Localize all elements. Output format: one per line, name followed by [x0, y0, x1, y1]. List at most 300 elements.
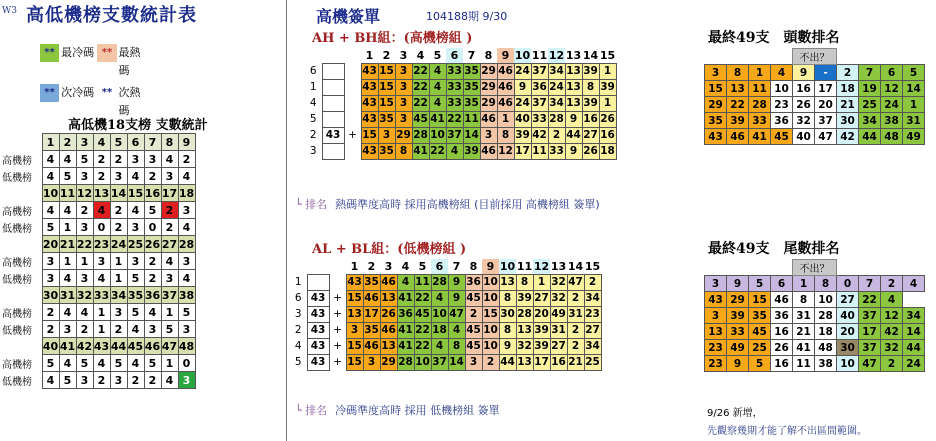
- grid-cell: 36: [466, 276, 481, 288]
- stats-cell: 4: [144, 304, 161, 321]
- row-box: 43: [307, 290, 329, 306]
- grid-col-header: 10: [499, 259, 516, 273]
- grid-col-header: 11: [516, 259, 533, 273]
- ah-label: AH + BH組：(高機榜組 ): [312, 31, 473, 46]
- grid-cell: 29: [381, 356, 396, 368]
- stats-cell: 2: [93, 372, 110, 389]
- grid-cell: 46: [481, 113, 496, 125]
- rank-cell: 29: [705, 97, 727, 113]
- stats-header-cell: 34: [110, 288, 127, 302]
- stats-blank: [2, 134, 42, 151]
- rank-cell: 10: [815, 292, 837, 308]
- rank-head-cell: 7: [859, 276, 881, 292]
- grid-cell: 10: [483, 340, 498, 352]
- stats-cell: 4: [127, 168, 144, 185]
- grid-cell: 44: [566, 129, 581, 141]
- stats-header-cell: 42: [76, 339, 93, 353]
- grid-cell: 42: [532, 129, 547, 141]
- rank-cell: 16: [793, 81, 815, 97]
- grid-cell: 8: [395, 143, 412, 159]
- legend-subcold-swatch: **: [40, 84, 59, 102]
- grid-cell: 8: [582, 79, 599, 95]
- rank-head-cell: 5: [903, 65, 925, 81]
- stats-cell: 3: [144, 151, 161, 168]
- row-plus: [344, 111, 361, 127]
- grid-cell: 43: [362, 97, 377, 109]
- stats-cell: 3: [178, 372, 195, 389]
- grid-cell: 37: [447, 129, 462, 141]
- rank-cell: 36: [771, 308, 793, 324]
- rank-cell: 24: [903, 356, 925, 372]
- stats-cell: 3: [76, 372, 93, 389]
- rank-cell: 37: [859, 308, 881, 324]
- row-plus: [344, 63, 361, 79]
- grid-cell: 32: [551, 292, 566, 304]
- grid-cell: 33: [447, 97, 462, 109]
- stats-header-cell: 28: [178, 237, 195, 251]
- grid-cell: 46: [381, 276, 396, 288]
- grid-cell: 26: [600, 113, 615, 125]
- grid-col-header: 2: [382, 48, 391, 62]
- grid-cell: 35: [364, 276, 379, 288]
- stats-cell: 4: [161, 151, 178, 168]
- stats-header-cell: 43: [93, 339, 110, 353]
- ah-note: └ 排名 熱碼準度高時 採用高機榜組 (目前採用 高機榜組 簽單): [295, 198, 600, 211]
- rank-cell: 18: [815, 324, 837, 340]
- stats-row-label: 低機榜: [2, 223, 32, 235]
- grid-cell: 39: [534, 324, 549, 336]
- rank-cell: 35: [705, 113, 727, 129]
- grid-cell: 26: [583, 145, 598, 157]
- rank-cell: 20: [837, 324, 859, 340]
- stats-cell: 5: [59, 168, 76, 185]
- grid-cell: 9: [565, 143, 582, 159]
- stats-cell: 5: [161, 321, 178, 338]
- stats-cell: 5: [110, 355, 127, 372]
- rank-head-cell: 5: [749, 276, 771, 292]
- grid-cell: 41: [398, 324, 413, 336]
- grid-cell: 33: [549, 145, 564, 157]
- rank-head-cell: 3: [705, 276, 727, 292]
- stats-cell: 3: [42, 253, 59, 270]
- footnote-1: 9/26 新增，: [707, 408, 763, 419]
- divider: [286, 0, 287, 441]
- stats-cell: 4: [42, 372, 59, 389]
- grid-cell: 10: [483, 292, 498, 304]
- rank-head-cell: 0: [837, 276, 859, 292]
- rank-cell: 15: [749, 292, 771, 308]
- grid-cell: 33: [532, 113, 547, 125]
- stats-cell: 3: [110, 304, 127, 321]
- rank-cell: 14: [903, 324, 925, 340]
- stats-cell: 3: [93, 253, 110, 270]
- chu-spacer: [705, 49, 727, 65]
- grid-cell: 17: [515, 145, 530, 157]
- row-lead: 2: [309, 129, 317, 141]
- stats-cell: 5: [76, 151, 93, 168]
- rank-cell: 34: [903, 308, 925, 324]
- rank-cell: 19: [859, 81, 881, 97]
- grid-cell: 3: [363, 354, 380, 370]
- stats-blank: [2, 185, 42, 202]
- rank-cell: 20: [815, 97, 837, 113]
- rank-cell: 30: [837, 340, 859, 356]
- grid-cell: 10: [483, 276, 498, 288]
- grid-cell: 4: [429, 79, 446, 95]
- grid-cell: 28: [413, 129, 428, 141]
- stats-cell: 5: [59, 372, 76, 389]
- rank-head-cell: 1: [749, 65, 771, 81]
- stats-cell: 4: [127, 202, 144, 219]
- grid-cell: 18: [600, 145, 615, 157]
- row-lead: 5: [294, 356, 302, 368]
- rank-cell: 16: [771, 356, 793, 372]
- rank-cell: 43: [705, 129, 727, 145]
- rank-cell: 3: [705, 308, 727, 324]
- grid-cell: 2: [482, 354, 499, 370]
- rank-cell: 9: [727, 356, 749, 372]
- legend: [40, 44, 150, 120]
- rank-cell: 47: [859, 356, 881, 372]
- grid-cell: 12: [498, 145, 513, 157]
- stats-header-cell: 45: [127, 339, 144, 353]
- grid-col-header: 2: [367, 259, 376, 273]
- grid-cell: 35: [464, 81, 479, 93]
- grid-cell: 24: [515, 97, 530, 109]
- stats-header-cell: 9: [178, 134, 195, 151]
- rank-cell: 29: [727, 292, 749, 308]
- row-plus: +: [333, 292, 342, 304]
- rank-cell: 12: [881, 308, 903, 324]
- grid-cell: 22: [413, 65, 428, 77]
- stats-header-cell: 38: [178, 288, 195, 302]
- grid-col-header: 1: [365, 48, 374, 62]
- grid-cell: 3: [378, 127, 395, 143]
- stats-cell: 1: [161, 304, 178, 321]
- stats-header-cell: 6: [127, 134, 144, 151]
- al-note: └ 排名 冷碼準度高時 採用 低機榜組 簽單: [295, 404, 500, 417]
- chu-spacer: [705, 260, 727, 276]
- grid-cell: 28: [517, 308, 532, 320]
- rank-cell: 12: [881, 81, 903, 97]
- legend-subhot-swatch: **: [97, 84, 116, 102]
- row-box: 43: [307, 306, 329, 322]
- tail-rank-table: [704, 259, 925, 372]
- rank-cell: 41: [793, 340, 815, 356]
- rank-cell: 15: [705, 81, 727, 97]
- grid-cell: 20: [534, 308, 549, 320]
- stats-cell: 4: [178, 270, 195, 287]
- row-lead: 1: [309, 81, 317, 93]
- row-box: [322, 95, 344, 111]
- grid-cell: 2: [567, 338, 584, 354]
- stats-header-cell: 18: [178, 186, 195, 200]
- toprank-grid: [704, 48, 925, 145]
- stats-cell: 5: [178, 304, 195, 321]
- grid-cell: 34: [549, 65, 564, 77]
- stats-row-label: 低機榜: [2, 325, 32, 337]
- stats-cell: 3: [76, 270, 93, 287]
- rank-head-cell: 9: [793, 65, 815, 81]
- rank-cell: 48: [815, 340, 837, 356]
- grid-col-header: 13: [550, 259, 567, 273]
- grid-col-header: 4: [416, 48, 425, 62]
- row-plus: +: [333, 308, 342, 320]
- row-plus: +: [333, 340, 342, 352]
- stats-header-cell: 22: [76, 237, 93, 251]
- grid-cell: 47: [568, 276, 583, 288]
- rank-cell: 45: [771, 129, 793, 145]
- stats-cell: 4: [127, 355, 144, 372]
- grid-cell: 14: [464, 129, 479, 141]
- rank-head-cell: 7: [859, 65, 881, 81]
- grid-cell: 1: [497, 111, 514, 127]
- row-lead: 1: [294, 276, 302, 288]
- stats-row-label: 高機榜: [2, 257, 32, 269]
- grid-cell: 2: [548, 127, 565, 143]
- grid-cell: 32: [551, 276, 566, 288]
- grid-cell: 39: [517, 292, 532, 304]
- grid-cell: 43: [362, 81, 377, 93]
- rank-cell: 8: [793, 292, 815, 308]
- grid-cell: 26: [381, 308, 396, 320]
- grid-cell: 22: [415, 340, 430, 352]
- grid-cell: 27: [551, 340, 566, 352]
- stats-header-cell: 17: [161, 186, 178, 200]
- row-lead: 6: [309, 65, 317, 77]
- rank-cell: 10: [837, 356, 859, 372]
- grid-col-header: 8: [469, 259, 478, 273]
- stats-row-label: 高機榜: [2, 206, 32, 218]
- grid-cell: 29: [396, 129, 411, 141]
- row-plus: [329, 274, 346, 290]
- grid-cell: 32: [517, 340, 532, 352]
- rank-cell: 21: [793, 324, 815, 340]
- stats-cell: 2: [161, 219, 178, 236]
- stats-header-cell: 16: [144, 186, 161, 200]
- grid-cell: 43: [362, 113, 377, 125]
- grid-spacer: [307, 259, 329, 274]
- grid-cell: 3: [346, 322, 363, 338]
- rank-head-cell: 1: [793, 276, 815, 292]
- stats-cell: 1: [59, 253, 76, 270]
- grid-cell: 34: [549, 97, 564, 109]
- grid-cell: 15: [362, 129, 377, 141]
- stats-header-cell: 2: [59, 134, 76, 151]
- stats-header-cell: 37: [161, 288, 178, 302]
- grid-cell: 9: [448, 274, 465, 290]
- page-title: 高低機榜支數統計表: [26, 5, 197, 26]
- rank-head-cell: 9: [727, 276, 749, 292]
- stats-header-cell: 41: [59, 339, 76, 353]
- stats-row-label: 高機榜: [2, 308, 32, 320]
- grid-cell: 44: [500, 356, 515, 368]
- chu-spacer: [881, 260, 903, 276]
- rank-cell: 35: [749, 308, 771, 324]
- grid-cell: 29: [481, 97, 496, 109]
- stats-cell: 4: [127, 321, 144, 338]
- stats-cell: 3: [161, 168, 178, 185]
- top-rank-table: [704, 48, 925, 145]
- rank-cell: 25: [859, 97, 881, 113]
- rank-cell: 44: [903, 340, 925, 356]
- stats-header-cell: 10: [42, 186, 59, 200]
- chu-spacer: [749, 260, 771, 276]
- rank-head-cell: 4: [771, 65, 793, 81]
- grid-cell: 10: [432, 308, 447, 320]
- grid-cell: 17: [364, 308, 379, 320]
- rank-cell: 40: [837, 308, 859, 324]
- grid-cell: 15: [347, 356, 362, 368]
- rank-cell: 17: [859, 324, 881, 340]
- grid-cell: 3: [395, 79, 412, 95]
- stats-cell: 2: [144, 372, 161, 389]
- grid-cell: 15: [347, 340, 362, 352]
- rank-cell: 30: [837, 113, 859, 129]
- grid-cell: 9: [565, 111, 582, 127]
- stats-cell: 1: [110, 270, 127, 287]
- grid-cell: 46: [498, 65, 513, 77]
- stats-header-cell: 40: [42, 339, 59, 353]
- stats-cell: 2: [110, 219, 127, 236]
- grid-cell: 43: [347, 276, 362, 288]
- grid-cell: 9: [448, 290, 465, 306]
- rank-cell: 11: [749, 81, 771, 97]
- grid-col-header: 3: [399, 48, 408, 62]
- grid-col-header: 12: [548, 48, 565, 62]
- grid-cell: 35: [364, 324, 379, 336]
- row-box: [322, 79, 344, 95]
- grid-cell: 41: [398, 340, 413, 352]
- rank-cell: 34: [859, 113, 881, 129]
- stats-cell: 5: [76, 355, 93, 372]
- chu-spacer: [903, 260, 925, 276]
- rank-head-cell: 2: [881, 276, 903, 292]
- grid-cell: 3: [395, 111, 412, 127]
- grid-cell: 31: [551, 324, 566, 336]
- grid-cell: 10: [483, 324, 498, 336]
- ah-grid: [305, 48, 617, 160]
- rank-head-cell: 4: [903, 276, 925, 292]
- grid-cell: 24: [549, 81, 564, 93]
- stats-cell: 4: [59, 151, 76, 168]
- stats-cell: 3: [42, 270, 59, 287]
- grid-cell: 41: [398, 292, 413, 304]
- grid-cell: 27: [585, 324, 600, 336]
- rank-cell: 16: [771, 324, 793, 340]
- stats-cell: 4: [178, 168, 195, 185]
- stats-cell: 1: [59, 219, 76, 236]
- grid-cell: 3: [465, 354, 482, 370]
- stats-cell: 2: [76, 202, 93, 219]
- stats-cell: 4: [59, 355, 76, 372]
- rank-cell: 22: [727, 97, 749, 113]
- stats-header-cell: 23: [93, 237, 110, 251]
- row-plus: +: [333, 324, 342, 336]
- grid-cell: 15: [379, 81, 394, 93]
- rank-cell: 45: [749, 324, 771, 340]
- stats-cell: 5: [127, 270, 144, 287]
- grid-cell: 13: [566, 81, 581, 93]
- tail-rank-title: 最終49支 尾數排名: [708, 241, 840, 257]
- corner-label: W3: [2, 6, 17, 16]
- stats-cell: 3: [76, 219, 93, 236]
- chu-spacer: [837, 49, 859, 65]
- grid-col-header: 5: [418, 259, 427, 273]
- grid-cell: 39: [534, 340, 549, 352]
- grid-cell: 41: [413, 145, 428, 157]
- grid-col-header: 15: [584, 259, 601, 273]
- row-box: 43: [322, 127, 344, 143]
- grid-cell: 40: [515, 113, 530, 125]
- legend-subcold-label: 次冷碼: [61, 86, 95, 99]
- rank-cell: 25: [749, 340, 771, 356]
- stats-cell: 3: [161, 270, 178, 287]
- grid-cell: 3: [395, 63, 412, 79]
- rank-cell: 37: [859, 340, 881, 356]
- row-box: 43: [307, 338, 329, 354]
- grid-cell: 39: [600, 81, 615, 93]
- stats-header-cell: 36: [144, 288, 161, 302]
- grid-cell: 45: [466, 324, 481, 336]
- grid-cell: 37: [532, 65, 547, 77]
- stats-header-cell: 4: [93, 134, 110, 151]
- grid-cell: 4: [397, 274, 414, 290]
- grid-cell: 29: [481, 65, 496, 77]
- stats-cell: 2: [178, 151, 195, 168]
- grid-cell: 37: [432, 356, 447, 368]
- rank-cell: 43: [705, 292, 727, 308]
- chu-spacer: [771, 260, 793, 276]
- grid-cell: 37: [532, 97, 547, 109]
- stats-cell: 1: [76, 253, 93, 270]
- grid-spacer: [290, 259, 307, 274]
- grid-cell: 34: [585, 340, 600, 352]
- stats-cell: 1: [110, 253, 127, 270]
- grid-col-header: 13: [565, 48, 582, 62]
- grid-cell: 49: [551, 308, 566, 320]
- stats-row-label: 低機榜: [2, 274, 32, 286]
- grid-spacer: [344, 48, 361, 63]
- grid-cell: 46: [498, 81, 513, 93]
- grid-col-header: 3: [384, 259, 393, 273]
- grid-cell: 3: [480, 127, 497, 143]
- grid-cell: 4: [429, 63, 446, 79]
- rank-cell: 37: [815, 113, 837, 129]
- grid-cell: 2: [584, 274, 601, 290]
- footnote-2: 先觀察幾期才能了解不出區間範圍。: [707, 426, 867, 437]
- stats-cell: 3: [127, 253, 144, 270]
- algrid-table: [290, 259, 602, 371]
- rank-cell: 13: [727, 81, 749, 97]
- grid-cell: 11: [415, 276, 430, 288]
- rank-cell: 23: [705, 340, 727, 356]
- grid-cell: 18: [432, 324, 447, 336]
- stats-cell: 5: [144, 355, 161, 372]
- grid-cell: 14: [449, 356, 464, 368]
- grid-cell: 1: [533, 274, 550, 290]
- rank-head-cell: 8: [727, 65, 749, 81]
- rank-cell: 42: [881, 324, 903, 340]
- stats-header-cell: 20: [42, 237, 59, 251]
- row-lead: 5: [309, 113, 317, 125]
- stats-cell: 4: [93, 270, 110, 287]
- rank-cell: 31: [793, 308, 815, 324]
- grid-cell: 8: [448, 338, 465, 354]
- stats-header-cell: 31: [59, 288, 76, 302]
- rank-head-cell: -: [815, 65, 837, 81]
- grid-cell: 16: [583, 113, 598, 125]
